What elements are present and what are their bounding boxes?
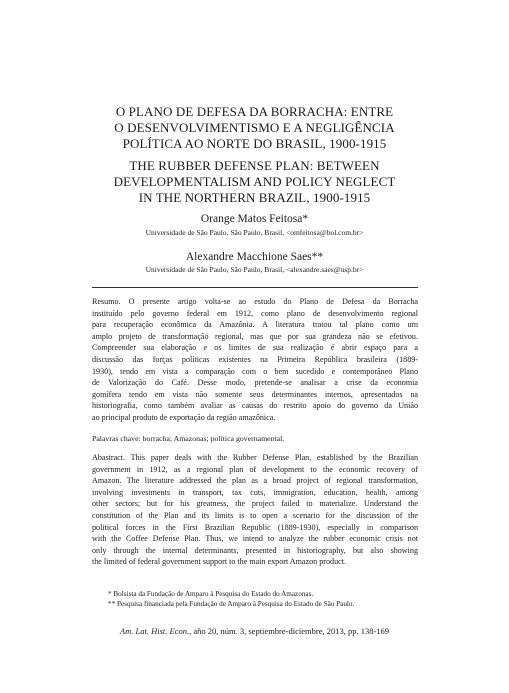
author-name: Orange Matos Feitosa* <box>200 213 309 225</box>
resumo-line: Compreender sua elaboração e os limites de sua realização é abrir espaço para a <box>92 343 418 353</box>
resumo-line: instituído pelo governo federal em 1912, como plano de desenvolvimento regional <box>92 308 418 318</box>
portuguese-title <box>60 104 449 152</box>
resumo-paragraph <box>92 296 418 424</box>
abstract-line: the limited of federal government support to the main export Amazon product. <box>92 557 346 567</box>
footnotes <box>108 589 418 609</box>
title-pt-line: O PLANO DE DEFESA DA BORRACHA: ENTRE <box>115 104 394 119</box>
resumo-line: de Valorização do Café. Desse modo, pretende-se analisar a crise da economia <box>92 378 418 388</box>
resumo-line: discussão das forças políticas existentes na Primeira República brasileira (1889- <box>92 354 418 364</box>
abstract-line: government in 1912, as a regional plan of development to the economic recovery of <box>92 464 418 474</box>
title-en-line: THE RUBBER DEFENSE PLAN: BETWEEN <box>129 158 380 173</box>
english-abstract-paragraph <box>92 452 418 568</box>
abstract-line: political forces in the First Brazilian Republic (1889-1930), especially in comparison <box>92 522 418 532</box>
abstract-line: Amazon. The literature addressed the plan as a broad project of regional transformation, <box>92 476 418 486</box>
abstract-line: only through the internal determinants, presented in historiography, but also showing <box>92 545 418 555</box>
resumo-line: Resumo. O presente artigo volta-se ao estudo do Plano de Defesa da Borracha <box>92 297 418 306</box>
resumo-line: 1930), tendo em vista a comparação com o bem sucedido e contemporâneo Plano <box>92 366 418 376</box>
keywords: Palavras chave: borracha; Amazonas; política governamental. <box>92 434 285 443</box>
footnote: * Bolsista da Fundação de Amparo à Pesquisa do Estado do Amazonas. <box>108 590 314 598</box>
author-name: Alexandre Macchione Saes** <box>185 251 324 263</box>
title-en-line: DEVELOPMENTALISM AND POLICY NEGLECT <box>113 174 396 189</box>
title-en-line: IN THE NORTHERN BRAZIL, 1900-1915 <box>138 190 371 205</box>
divider <box>92 287 418 288</box>
resumo-line: ao principal produto de exportação da região amazônica. <box>92 412 276 422</box>
journal-citation <box>60 626 449 637</box>
resumo-line: historiografia, como também avaliar as causas do restrito apoio do governo da União <box>92 401 418 411</box>
abstract-line: other sectors; but for his greatness, the project failed to materialize. Understand the <box>92 499 418 509</box>
journal-name: Am. Lat. Hist. Econ. <box>119 626 190 636</box>
abstract-line: Abastract. This paper deals with the Rubber Defense Plan, established by the Brazilian <box>92 453 418 462</box>
title-pt-line: O DESENVOLVIMENTISMO E A NEGLIGÊNCIA <box>114 120 395 135</box>
resumo-line: gomífera tendo em vista não somente seus determinantes internos, apresentados na <box>92 389 418 399</box>
english-title <box>60 158 449 206</box>
footnote: ** Pesquisa financiada pela Fundação de Amparo à Pesquisa do Estado de São Paulo. <box>108 600 355 608</box>
abstract-line: constitution of the Plan and its limits is to open a scenario for the discussion of the <box>92 510 418 520</box>
journal-details: , año 20, núm. 3, septiembre-diciembre, 2013, pp. 138-169 <box>189 626 390 636</box>
title-pt-line: POLÍTICA AO NORTE DO BRASIL, 1900-1915 <box>122 136 387 151</box>
author-affiliation: Universidade de São Paulo, São Paulo, Brasil, <alexandre.saes@usp.br> <box>145 265 364 274</box>
resumo-line: para recuperação econômica da Amazônia. A literatura tratou tal plano como um <box>92 320 418 330</box>
author-affiliation: Universidade de São Paulo, São Paulo, Brasil, <omfeitosa@bol.com.br> <box>145 228 364 237</box>
resumo-line: amplo projeto de transformação regional, mas que por sua grandeza não se efetivou. <box>92 331 418 341</box>
abstract-line: with the Coffee Defense Plan. Thus, we intend to analyze the rubber economic crisis not <box>92 534 418 544</box>
abstract-line: involving investments in transport, tax cuts, immigration, education, health, among <box>92 487 418 497</box>
